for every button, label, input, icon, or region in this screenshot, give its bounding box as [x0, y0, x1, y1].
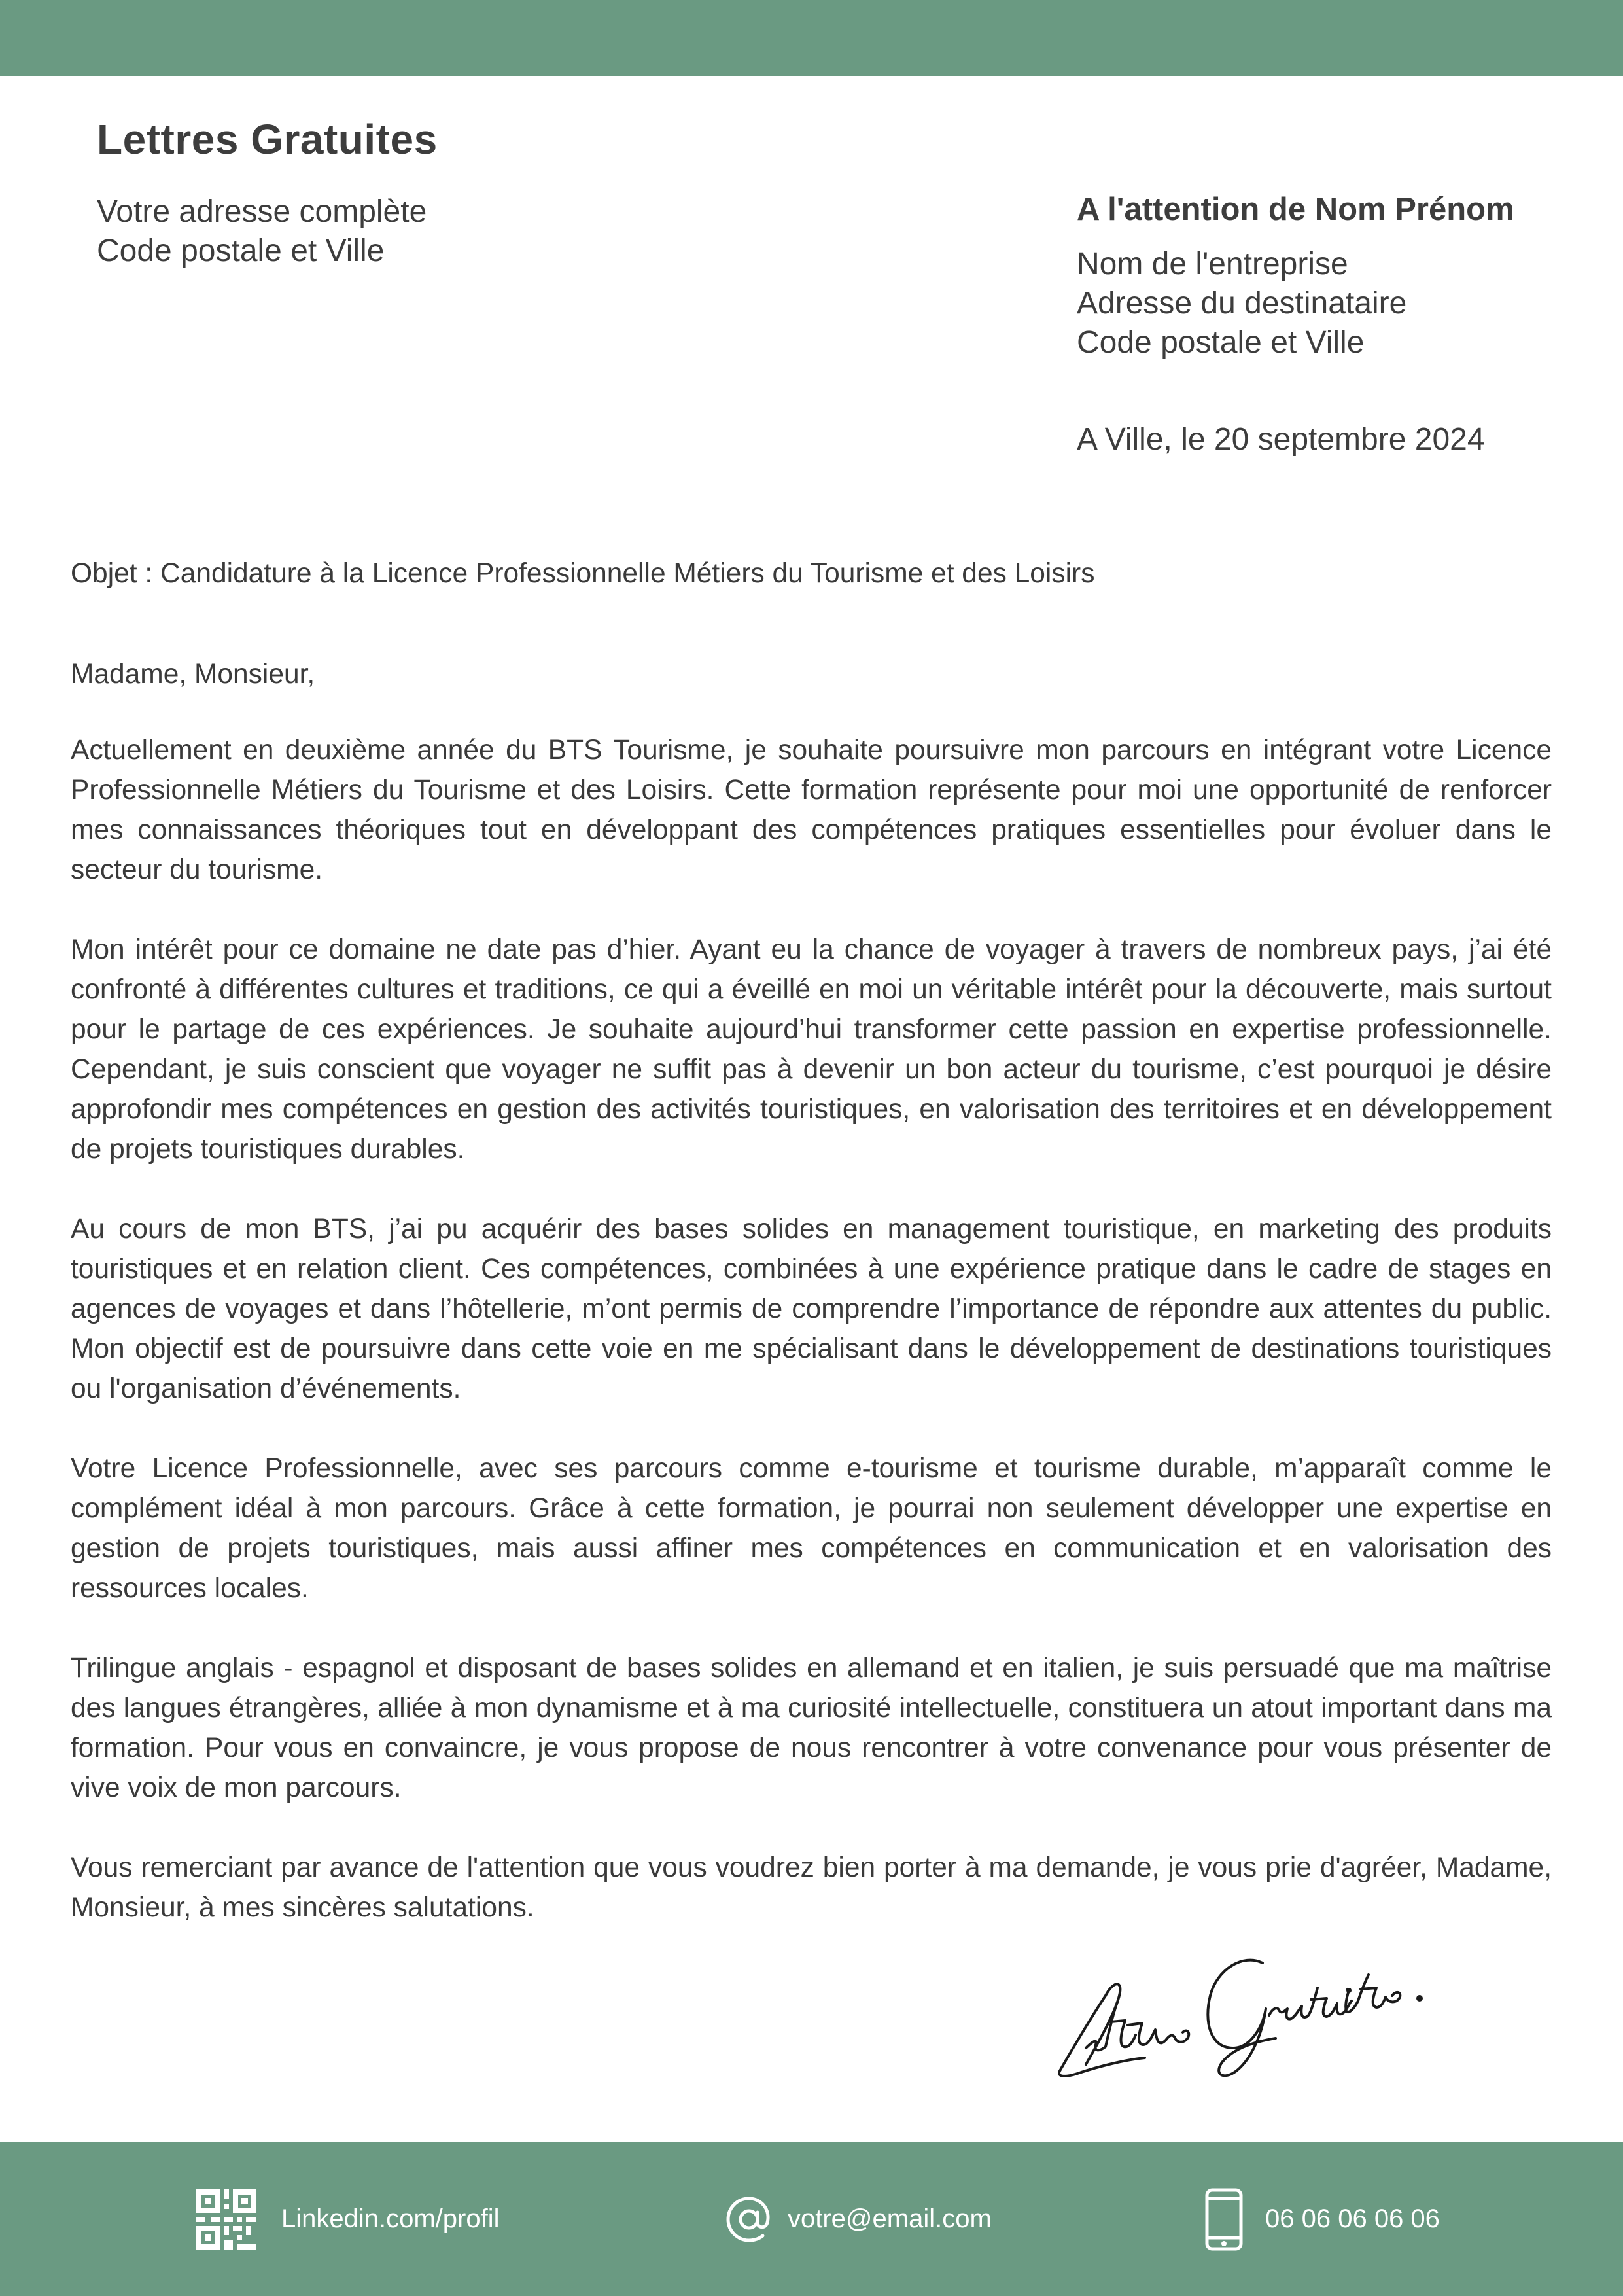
letter-subject: Objet : Candidature à la Licence Professionnelle Métiers du Tourisme et des Loisirs	[71, 558, 1095, 589]
email-text: votre@email.com	[788, 2204, 992, 2233]
qr-code-icon	[196, 2189, 256, 2250]
letter-body	[71, 730, 1552, 1968]
sender-address-line1: Votre adresse complète	[97, 194, 427, 229]
at-sign-icon	[725, 2195, 773, 2244]
recipient-company: Nom de l'entreprise	[1077, 247, 1348, 281]
linkedin-text: Linkedin.com/profil	[281, 2204, 500, 2233]
letter-paragraph: Au cours de mon BTS, j’ai pu acquérir des bases solides en management touristique, en marketing des produits touristiques et en relation client. Ces compétences, combinées à une expérience pratique dans le cadre de stages en agences de voyages et dans l’hôtellerie, m’ont permis de comprendre l’importance de répondre aux attentes du public. Mon objectif est de poursuivre dans cette voie en me spécialisant dans le développement de destinations touristiques ou l'organisation d’événements.	[71, 1214, 1552, 1404]
top-accent-band	[0, 0, 1623, 76]
recipient-block	[1077, 190, 1600, 362]
contact-linkedin	[196, 2142, 500, 2296]
letter-paragraph: Mon intérêt pour ce domaine ne date pas d’hier. Ayant eu la chance de voyager à travers de nombreux pays, j’ai été confronté à différentes cultures et traditions, ce qui a éveillé en moi un véritable intérêt pour la découverte, mais surtout pour le partage de ces expériences. Je souhaite aujourd’hui transformer cette passion en expertise professionnelle. Cependant, je suis conscient que voyager ne suffit pas à devenir un bon acteur du tourisme, c’est pourquoi je désire approfondir mes compétences en gestion des activités touristiques, en valorisation des territoires et en développement de projets touristiques durables.	[71, 934, 1552, 1165]
recipient-address: Adresse du destinataire	[1077, 286, 1407, 321]
sender-address	[97, 192, 427, 271]
letter-paragraph: Trilingue anglais - espagnol et disposant de bases solides en allemand et en italien, je suis persuadé que ma maîtrise des langues étrangères, alliée à mon dynamisme et à ma curiosité intellectuelle, constituera un atout important dans ma formation. Pour vous en convaincre, je vous propose de nous rencontrer à votre convenance pour vous présenter de vive voix de mon parcours.	[71, 1653, 1552, 1803]
contact-phone	[1205, 2142, 1440, 2296]
recipient-city: Code postale et Ville	[1077, 325, 1365, 360]
letter-paragraph: Actuellement en deuxième année du BTS Tourisme, je souhaite poursuivre mon parcours en intégrant votre Licence Professionnelle Métiers du Tourisme et des Loisirs. Cette formation représente pour moi une opportunité de renforcer mes connaissances théoriques tout en développant des compétences pratiques essentielles pour évoluer dans le secteur du tourisme.	[71, 735, 1552, 885]
footer-contact-bar	[0, 2142, 1623, 2296]
letter-paragraph: Vous remerciant par avance de l'attention que vous voudrez bien porter à ma demande, je vous prie d'agréer, Madame, Monsieur, à mes sincères salutations.	[71, 1852, 1552, 1923]
contact-email	[725, 2142, 992, 2296]
handwritten-signature	[1047, 1917, 1439, 2087]
letter-paragraph: Votre Licence Professionnelle, avec ses parcours comme e-tourisme et tourisme durable, m’apparaît comme le complément idéal à mon parcours. Grâce à cette formation, je pourrai non seulement développer une expertise en gestion de projets touristiques, mais aussi affiner mes compétences en communication et en valorisation des ressources locales.	[71, 1453, 1552, 1604]
letter-date: A Ville, le 20 septembre 2024	[1077, 422, 1485, 457]
sender-address-line2: Code postale et Ville	[97, 234, 385, 268]
letter-greeting: Madame, Monsieur,	[71, 659, 315, 690]
sender-name: Lettres Gratuites	[97, 116, 438, 163]
recipient-attention: A l'attention de Nom Prénom	[1077, 192, 1514, 227]
phone-text: 06 06 06 06 06	[1265, 2204, 1440, 2233]
smartphone-icon	[1205, 2188, 1243, 2251]
